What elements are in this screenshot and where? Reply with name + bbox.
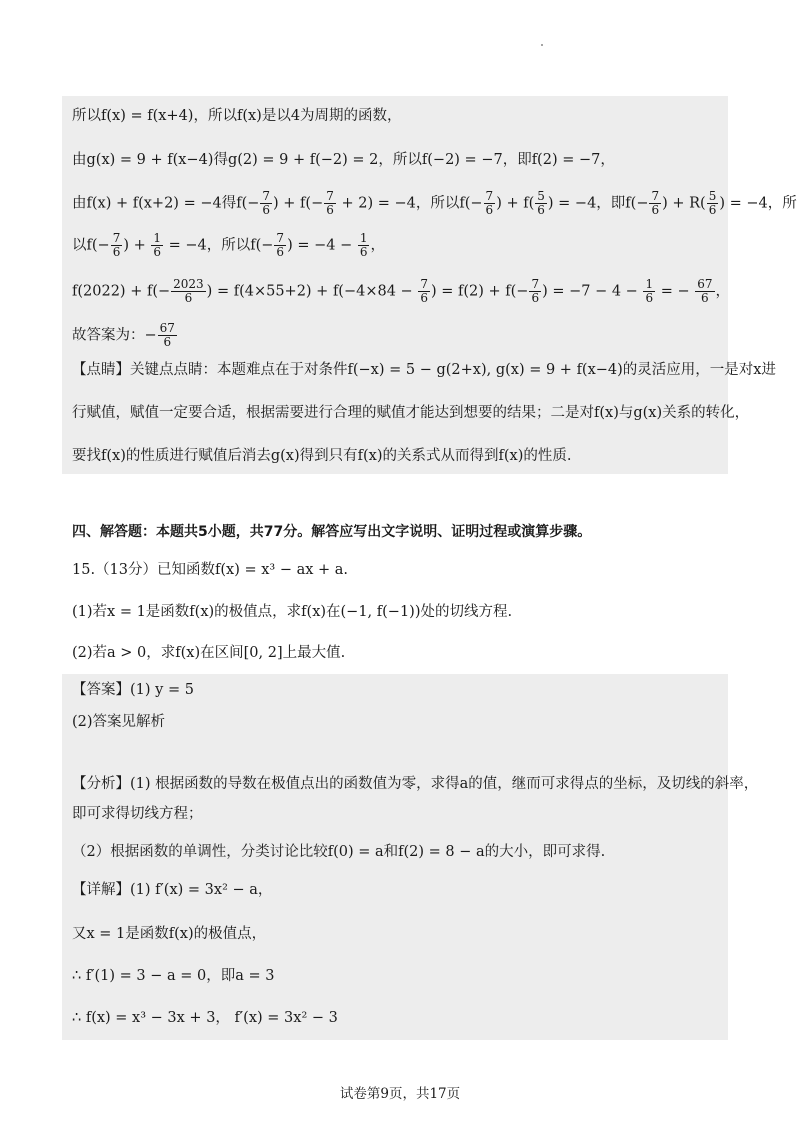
tip-line-1: 【点睛】关键点点睛：本题难点在于对条件f(−x) = 5 − g(2+x), g(x) = 9 + f(x−4)的灵活应用，一是对x进 bbox=[72, 362, 776, 378]
fraction: $\frac{67}{6}$ bbox=[159, 321, 175, 349]
analysis2-line-3: （2）根据函数的单调性，分类讨论比较f(0) = a和f(2) = 8 − a的大小，即可求得. bbox=[72, 844, 606, 860]
fraction: $\frac{5}{6}$ bbox=[537, 189, 545, 217]
analysis-line-1: 所以f(x) = f(x+4)，所以f(x)是以4为周期的函数， bbox=[72, 108, 402, 124]
tip-line-3: 要找f(x)的性质进行赋值后消去g(x)得到只有f(x)的关系式从而得到f(x)的性质. bbox=[72, 448, 572, 464]
section-title: 四、解答题：本题共5小题，共77分。解答应写出文字说明、证明过程或演算步骤。 bbox=[72, 524, 592, 540]
fraction: $\frac{7}{6}$ bbox=[651, 189, 660, 217]
fraction: $\frac{7}{6}$ bbox=[326, 189, 334, 217]
scan-speck bbox=[541, 44, 543, 46]
fraction: $\frac{7}{6}$ bbox=[485, 189, 494, 217]
analysis-line-2: 由g(x) = 9 + f(x−4)得g(2) = 9 + f(−2) = 2，所以f(−2) = −7，即f(2) = −7， bbox=[72, 152, 615, 168]
fraction: $\frac{7}{6}$ bbox=[531, 277, 540, 305]
fraction: $\frac{7}{6}$ bbox=[276, 231, 285, 259]
answer-line-2: (2)答案见解析 bbox=[72, 714, 166, 730]
problem-part-2: (2)若a > 0，求f(x)在区间[0, 2]上最大值. bbox=[72, 645, 346, 661]
analysis-line-3: 由f(x) + f(x+2) = −4得f(− $\frac{7}{6}$ ) + f(− $\frac{7}{6}$ + 2) = −4，所以f(− $\frac{7}{6}$ ) + f( $\frac{5}{6}$ ) = −4，即f(− $\frac{7}{6}$ ) + R( $\frac{5}{6}$ ) = −4，所 bbox=[72, 189, 797, 217]
analysis-line-4: 以f(− $\frac{7}{6}$ ) + $\frac{1}{6}$ = −4，所以f(− $\frac{7}{6}$ ) = −4 − $\frac{1}{6}$ ， bbox=[72, 231, 385, 259]
page-footer: 试卷第9页，共17页 bbox=[339, 1086, 461, 1102]
problem-stem: 15.（13分）已知函数f(x) = x³ − ax + a. bbox=[72, 562, 349, 578]
fraction: $\frac{1}{6}$ bbox=[153, 231, 161, 259]
detail-line-4: ∴ f(x) = x³ − 3x + 3， f′(x) = 3x² − 3 bbox=[72, 1010, 338, 1026]
answer-summary: 故答案为：− $\frac{67}{6}$ bbox=[72, 321, 175, 349]
detail-line-1: 【详解】(1) f′(x) = 3x² − a， bbox=[72, 882, 273, 898]
analysis2-line-2: 即可求得切线方程； bbox=[72, 806, 203, 822]
fraction: $\frac{7}{6}$ bbox=[112, 231, 121, 259]
analysis-line-5: f(2022) + f(− $\frac{2023}{6}$ ) = f(4×55+2) + f(−4×84 − $\frac{7}{6}$ ) = f(2) + f(− $\frac{7}{6}$ ) = −7 − 4 − $\frac{1}{6}$ = − $\frac{67}{6}$ ， bbox=[72, 277, 731, 305]
fraction: $\frac{2023}{6}$ bbox=[173, 277, 204, 305]
fraction: $\frac{1}{6}$ bbox=[359, 231, 368, 259]
problem-part-1: (1)若x = 1是函数f(x)的极值点，求f(x)在(−1, f(−1))处的切线方程. bbox=[72, 604, 513, 620]
fraction: $\frac{5}{6}$ bbox=[708, 189, 717, 217]
fraction: $\frac{1}{6}$ bbox=[645, 277, 654, 305]
analysis2-line-1: 【分析】(1) 根据函数的导数在极值点出的函数值为零，求得a的值，继而可求得点的坐标，及切线的斜率， bbox=[72, 776, 759, 792]
fraction: $\frac{7}{6}$ bbox=[420, 277, 428, 305]
fraction: $\frac{7}{6}$ bbox=[262, 189, 271, 217]
tip-line-2: 行赋值，赋值一定要合适，根据需要进行合理的赋值才能达到想要的结果；二是对f(x)与g(x)关系的转化， bbox=[72, 405, 750, 421]
answer-line-1: 【答案】(1) y = 5 bbox=[72, 682, 194, 698]
detail-line-2: 又x = 1是函数f(x)的极值点， bbox=[72, 926, 267, 942]
fraction: $\frac{67}{6}$ bbox=[697, 277, 713, 305]
detail-line-3: ∴ f′(1) = 3 − a = 0，即a = 3 bbox=[72, 968, 275, 984]
